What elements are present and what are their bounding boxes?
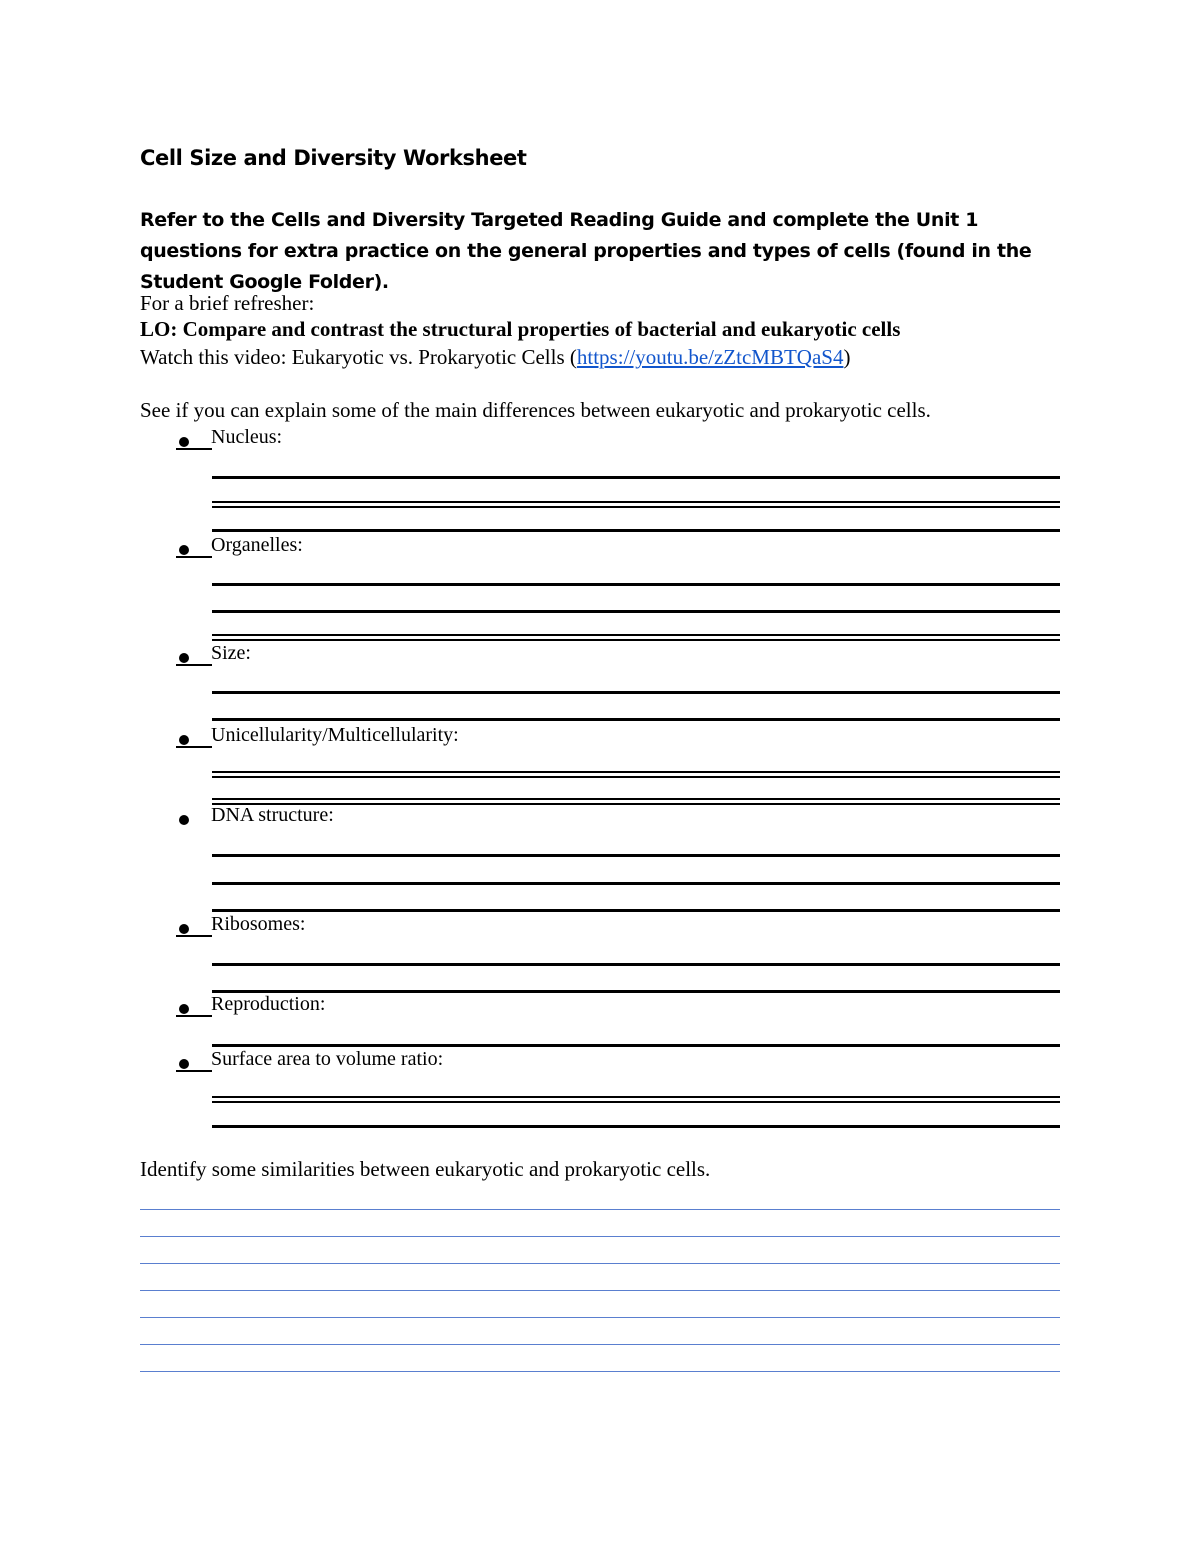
similarities-answer-line[interactable]	[140, 1236, 1060, 1237]
answer-line[interactable]	[212, 476, 1060, 479]
answer-line[interactable]	[212, 882, 1060, 885]
bullet-dot-icon	[179, 735, 189, 745]
bullet-marker	[176, 806, 212, 828]
similarities-answer-line[interactable]	[140, 1290, 1060, 1291]
learning-objective: LO: Compare and contrast the structural properties of bacterial and eukaryotic cells	[140, 317, 901, 341]
bullet-dot-icon	[179, 815, 189, 825]
answer-line[interactable]	[212, 1044, 1060, 1047]
video-line	[140, 345, 850, 370]
similarities-answer-line[interactable]	[140, 1371, 1060, 1372]
bullet-label-organelles: Organelles:	[211, 534, 303, 556]
similarities-answer-line[interactable]	[140, 1344, 1060, 1345]
video-suffix: )	[843, 345, 851, 369]
bullet-dot-icon	[179, 653, 189, 663]
answer-line[interactable]	[212, 583, 1060, 586]
video-link[interactable]: https://youtu.be/zZtcMBTQaS4	[576, 345, 844, 369]
bullet-marker	[176, 536, 212, 558]
differences-prompt: See if you can explain some of the main differences between eukaryotic and prokaryotic cells.	[140, 398, 931, 422]
similarities-prompt: Identify some similarities between eukaryotic and prokaryotic cells.	[140, 1157, 711, 1181]
bullet-dot-icon	[179, 437, 189, 447]
page-title: Cell Size and Diversity Worksheet	[140, 146, 527, 170]
video-prefix: Watch this video: Eukaryotic vs. Prokaryotic Cells (	[140, 345, 577, 369]
answer-line[interactable]	[212, 771, 1060, 778]
bullet-label-size: Size:	[211, 642, 251, 664]
bullet-dot-icon	[179, 1059, 189, 1069]
bullet-dot-icon	[179, 924, 189, 934]
bullet-label-ribosomes: Ribosomes:	[211, 913, 306, 935]
answer-line[interactable]	[212, 854, 1060, 857]
bullet-label-reproduction: Reproduction:	[211, 993, 326, 1015]
answer-line[interactable]	[212, 501, 1060, 508]
answer-line[interactable]	[212, 718, 1060, 721]
similarities-answer-line[interactable]	[140, 1209, 1060, 1210]
bullet-marker	[176, 726, 212, 748]
answer-line[interactable]	[212, 963, 1060, 966]
bullet-marker	[176, 644, 212, 666]
bullet-dot-icon	[179, 545, 189, 555]
answer-line[interactable]	[212, 798, 1060, 805]
bullet-marker	[176, 428, 212, 450]
bullet-label-nucleus: Nucleus:	[211, 426, 283, 448]
bullet-label-surface-area: Surface area to volume ratio:	[211, 1048, 444, 1070]
intro-instructions: Refer to the Cells and Diversity Targeted Reading Guide and complete the Unit 1 questions for extra practice on the general properties and types of cells (found in the Student Google Folder).	[140, 209, 1032, 293]
answer-line[interactable]	[212, 529, 1060, 532]
similarities-answer-line[interactable]	[140, 1317, 1060, 1318]
refresher-lead: For a brief refresher:	[140, 291, 315, 315]
answer-line[interactable]	[212, 990, 1060, 993]
bullet-label-dna-structure: DNA structure:	[211, 804, 334, 826]
similarities-answer-line[interactable]	[140, 1263, 1060, 1264]
bullet-marker	[176, 1050, 212, 1072]
bullet-dot-icon	[179, 1004, 189, 1014]
bullet-label-unicellularity: Unicellularity/Multicellularity:	[211, 724, 459, 746]
answer-line[interactable]	[212, 1125, 1060, 1128]
bullet-marker	[176, 995, 212, 1017]
answer-line[interactable]	[212, 691, 1060, 694]
bullet-marker	[176, 915, 212, 937]
answer-line[interactable]	[212, 610, 1060, 613]
answer-line[interactable]	[212, 1096, 1060, 1103]
answer-line[interactable]	[212, 909, 1060, 912]
answer-line[interactable]	[212, 634, 1060, 641]
